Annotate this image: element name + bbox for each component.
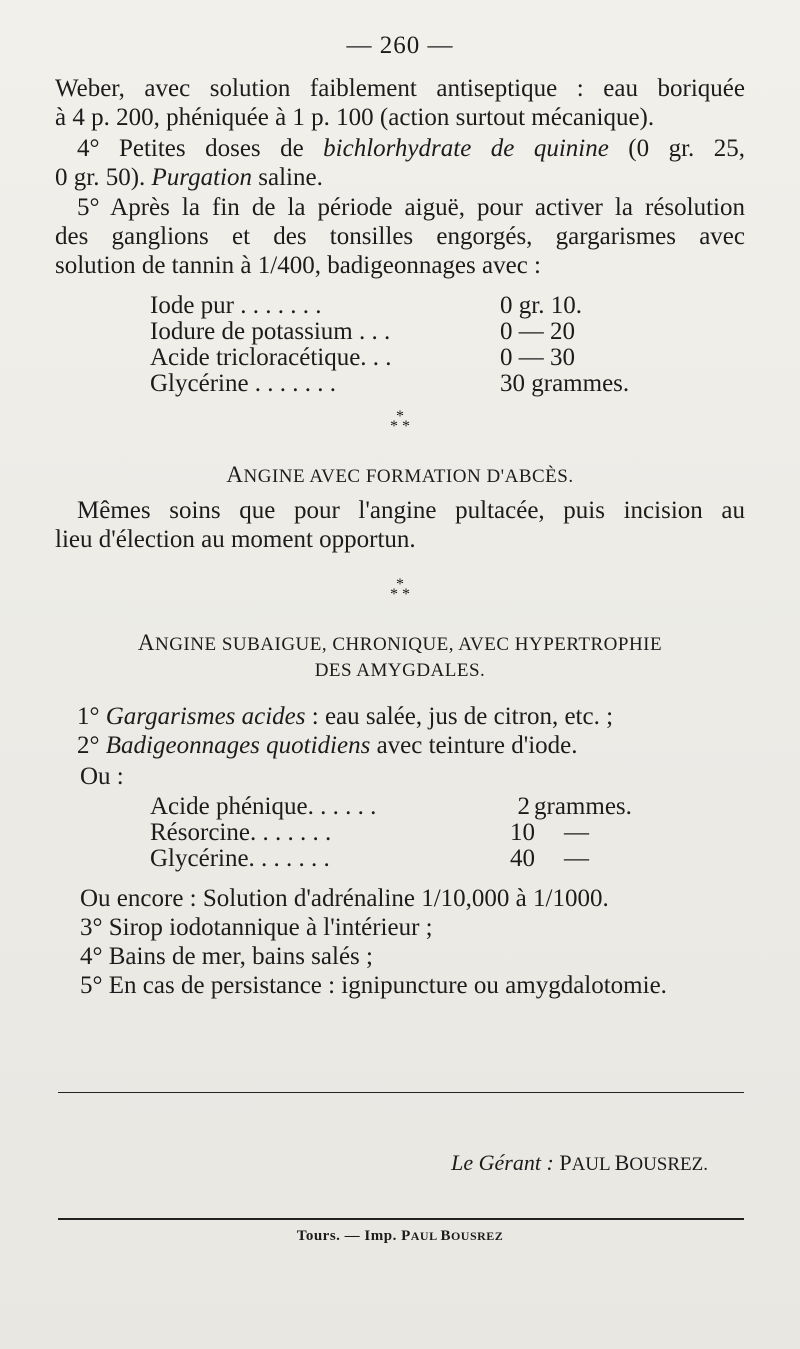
- list-item: [77, 731, 745, 760]
- treatment-list-2: [80, 884, 745, 1000]
- paragraph-abces: [55, 496, 745, 554]
- signature-line: [451, 1150, 708, 1176]
- ingredient-quantity: 0 — 20: [500, 318, 575, 345]
- ingredient-unit: —: [564, 819, 589, 846]
- prescription-row: [150, 846, 670, 872]
- item-text: : eau salée, jus de citron, etc. ;: [305, 703, 614, 730]
- ingredient-quantity: 0 gr. 10.: [500, 292, 582, 319]
- paragraph-weber: [55, 74, 745, 132]
- prescription-row: [150, 319, 670, 345]
- text-span: 4° Petites doses de: [77, 135, 324, 162]
- ingredient-name: Glycérine. . . . . . .: [150, 845, 330, 872]
- ingredient-unit: grammes.: [534, 793, 632, 820]
- footer-rule: [58, 1092, 744, 1093]
- heading-line: [0, 630, 800, 656]
- italic-term: Gargarismes acides: [105, 703, 306, 730]
- printer-imprint: [0, 1228, 800, 1245]
- text-line: Mêmes soins que pour l'angine pultacée, puis incision au: [77, 497, 745, 524]
- prescription-row: [150, 794, 670, 820]
- imprint-text: P: [401, 1228, 411, 1244]
- text-line: [55, 134, 745, 163]
- signature-text: OUSREZ.: [629, 1154, 708, 1175]
- text-line: 5° Après la fin de la période aiguë, pour activer la résolution: [77, 194, 745, 221]
- page-number: — 260 —: [346, 32, 454, 59]
- ingredient-name: Glycérine . . . . . . .: [150, 370, 337, 397]
- imprint-text: Tours. — Imp.: [296, 1228, 402, 1244]
- prescription-row: [150, 293, 670, 319]
- ingredient-name: Iodure de potassium . . .: [150, 318, 391, 345]
- heading-initial: A: [226, 462, 244, 487]
- ingredient-quantity: 30 grammes.: [500, 370, 630, 397]
- heading-initial: A: [137, 630, 155, 655]
- text-line: Weber, avec solution faiblement antiseptique : eau boriquée: [55, 75, 745, 102]
- imprint-text: OUSREZ: [450, 1229, 504, 1243]
- ingredient-unit: —: [564, 845, 589, 872]
- printer-rule: [58, 1218, 744, 1220]
- imprint-text: B: [440, 1228, 451, 1244]
- heading-line: DES AMYGDALES.: [314, 660, 486, 681]
- prescription-row: [150, 345, 670, 371]
- asterism-divider: * * *: [390, 576, 410, 603]
- item-text: avec teinture d'iode.: [370, 732, 578, 759]
- text-line: à 4 p. 200, phéniquée à 1 p. 100 (action surtout mécanique).: [55, 104, 655, 131]
- ingredient-quantity: 10: [510, 819, 535, 846]
- list-item: 4° Bains de mer, bains salés ;: [80, 943, 373, 970]
- heading-text: NGINE AVEC FORMATION D'ABCÈS.: [243, 466, 574, 487]
- text-span: (0 gr. 25,: [608, 135, 745, 162]
- prescription-table-1: [150, 293, 670, 397]
- ingredient-name: Acide tricloracétique. . .: [150, 344, 392, 371]
- ingredient-quantity: 0 — 30: [500, 344, 575, 371]
- treatment-list-1: [77, 702, 745, 760]
- signature-label: Le Gérant :: [451, 1150, 560, 1175]
- prescription-table-2: [150, 794, 670, 872]
- ingredient-quantity: 2: [517, 793, 530, 820]
- signature-text: P: [559, 1150, 572, 1175]
- list-item: 5° En cas de persistance : ignipuncture ou amygdalotomie.: [80, 972, 667, 999]
- item-number: 2°: [77, 732, 106, 759]
- imprint-text: AUL: [410, 1229, 441, 1243]
- signature-text: B: [614, 1150, 630, 1175]
- asterism-divider: * * *: [390, 408, 410, 435]
- text-line: des ganglions et des tonsilles engorgés, gargarismes avec: [55, 223, 745, 250]
- italic-term: Purgation: [151, 164, 252, 191]
- text-span: saline.: [252, 164, 323, 191]
- signature-text: AUL: [571, 1154, 615, 1175]
- italic-term: bichlorhydrate de quinine: [323, 135, 609, 162]
- text-line: [55, 163, 745, 192]
- paragraph-item-4: [55, 134, 745, 192]
- section-heading-abces: [0, 462, 800, 488]
- list-item: [77, 702, 745, 731]
- prescription-row: [150, 820, 670, 846]
- ingredient-quantity: 40: [510, 845, 535, 872]
- text-span: 0 gr. 50).: [55, 164, 152, 191]
- ingredient-name: Acide phénique. . . . . .: [150, 793, 377, 820]
- item-number: 1°: [77, 703, 106, 730]
- italic-term: Badigeonnages quotidiens: [105, 732, 371, 759]
- section-heading-subaigue: [0, 630, 800, 682]
- text-line: solution de tannin à 1/400, badigeonnages avec :: [55, 252, 541, 279]
- heading-text: NGINE SUBAIGUE, CHRONIQUE, AVEC HYPERTROPHIE: [154, 634, 663, 655]
- list-item: Ou encore : Solution d'adrénaline 1/10,000 à 1/1000.: [80, 885, 609, 912]
- text-line: Ou :: [80, 763, 124, 790]
- prescription-row: [150, 371, 670, 397]
- ingredient-name: Résorcine. . . . . . .: [150, 819, 332, 846]
- ingredient-name: Iode pur . . . . . . .: [150, 292, 322, 319]
- paragraph-item-5: [55, 193, 745, 280]
- list-item: 3° Sirop iodotannique à l'intérieur ;: [80, 914, 433, 941]
- ou-label: [80, 762, 770, 791]
- text-line: lieu d'élection au moment opportun.: [55, 526, 416, 553]
